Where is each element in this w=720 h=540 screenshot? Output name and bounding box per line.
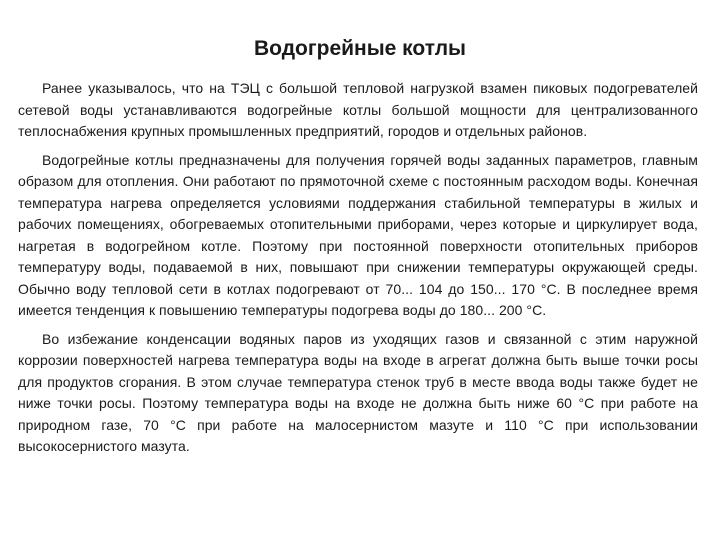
paragraph-intro: Ранее указывалось, что на ТЭЦ с большой тепловой нагрузкой взамен пиковых подогревателей сетевой воды устанавливаются водогрейные котлы большой мощности для централизованного теплоснабжения крупных промышленных предприятий, городов и отдельных районов. xyxy=(18,80,698,139)
slide-body xyxy=(18,78,698,465)
page-title: Водогрейные котлы xyxy=(254,37,466,60)
paragraph-condensation: Во избежание конденсации водяных паров из уходящих газов и связанной с этим наружной коррозии поверхностей нагрева температура воды на входе в агрегат должна быть выше точки росы для продуктов сгорания. В этом случае температура стенок труб в месте ввода воды также будет не ниже точки росы. Поэтому температура воды на входе не должна быть ниже 60 °С при работе на природном газе, 70 °С при работе на малосернистом мазуте и 110 °С при использовании высокосернистого мазута. xyxy=(18,330,698,454)
paragraph-purpose: Водогрейные котлы предназначены для получения горячей воды заданных параметров, главным образом для отопления. Они работают по прямоточной схеме с постоянным расходом воды. Конечная температура нагрева определяется условиями поддержания стабильной температуры в жилых и рабочих помещениях, обогреваемых отопительными приборами, через которые и циркулирует вода, нагретая в водогрейном котле. Поэтому при постоянной поверхности отопительных приборов температуру воды, подаваемой в них, повышают при снижении температуры окружающей среды. Обычно воду тепловой сети в котлах подогревают от 70... 104 до 150... 170 °С. В последнее время имеется тенденция к повышению температуры подогрева воды до 180... 200 °С. xyxy=(18,151,698,318)
